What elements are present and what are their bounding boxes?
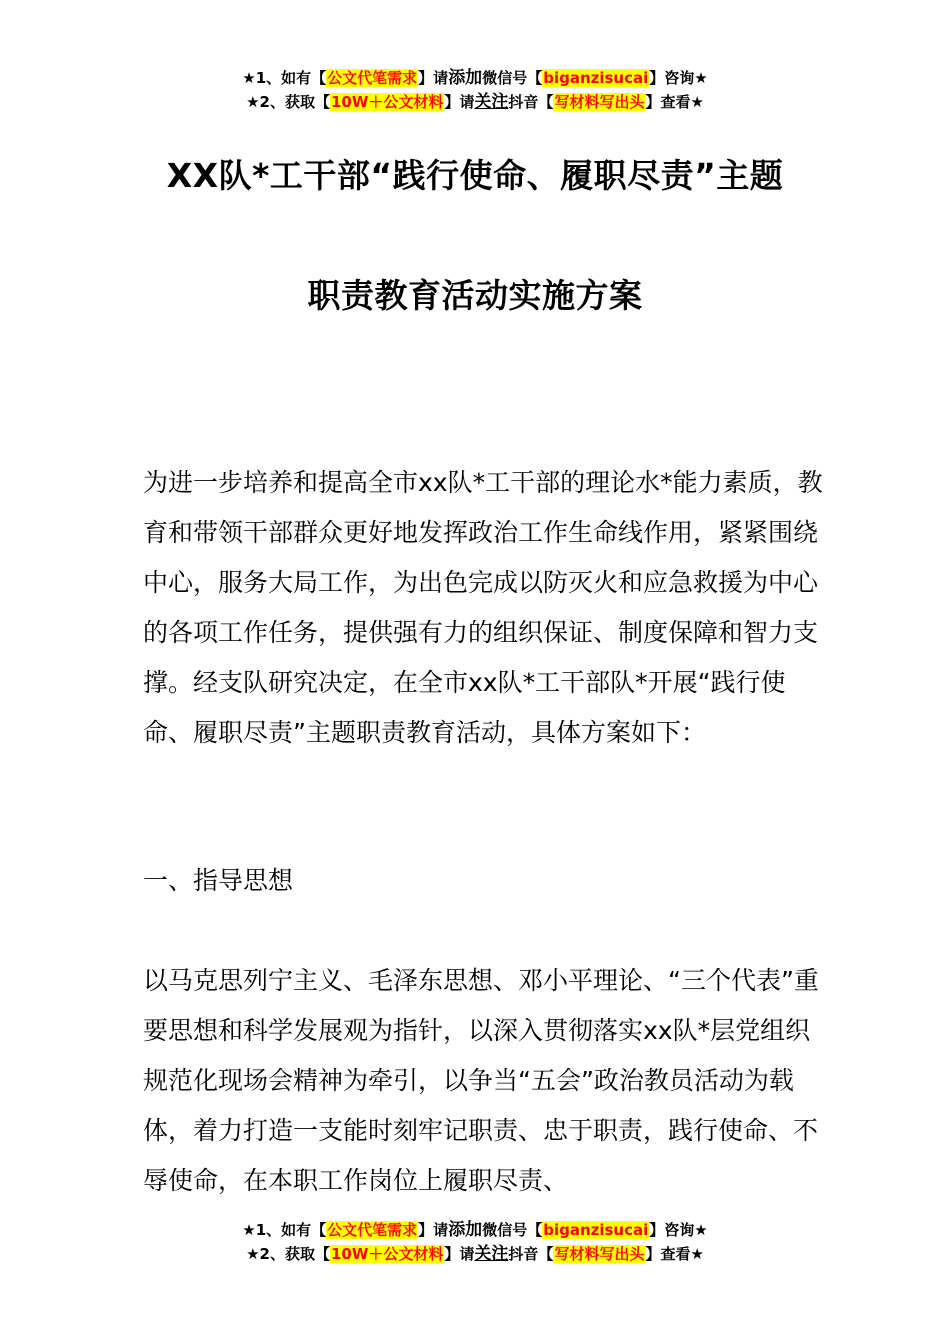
promo-line-1 [0, 66, 950, 90]
promo-highlight: 公文代笔需求 [327, 1221, 418, 1239]
promo-text: 】请 [418, 69, 449, 87]
promo-text: 】咨询★ [649, 69, 708, 87]
promo-text: 】请 [444, 93, 475, 111]
promo-highlight: 10W＋公文材料 [330, 1245, 444, 1263]
promo-text: ★1、如有【 [242, 69, 327, 87]
promo-emphasis: 关注 [474, 1244, 509, 1264]
promo-text: ★1、如有【 [242, 1221, 327, 1239]
promo-emphasis: 添加 [448, 68, 483, 88]
promo-line-2 [0, 90, 950, 114]
promo-text: ★2、获取【 [246, 1245, 330, 1263]
promo-text: 】咨询★ [649, 1221, 708, 1239]
promo-wechat-id: biganzisucai [543, 1221, 649, 1239]
promo-highlight: 公文代笔需求 [327, 69, 418, 87]
promo-text: 】请 [444, 1245, 475, 1263]
promo-text: ★2、获取【 [246, 93, 330, 111]
promo-line-2 [0, 1242, 950, 1266]
promo-douyin-id: 写材料写出头 [554, 1245, 645, 1263]
promo-text: 】请 [418, 1221, 449, 1239]
promo-text: 】查看★ [645, 93, 704, 111]
promo-banner-bottom [0, 1218, 950, 1266]
document-title-line-2: 职责教育活动实施方案 [307, 276, 643, 315]
promo-text: 抖音【 [508, 1245, 554, 1263]
promo-text: 微信号【 [482, 1221, 543, 1239]
promo-emphasis: 添加 [448, 1220, 483, 1240]
document-title-line-1: XX队*工干部“践行使命、履职尽责”主题 [166, 156, 784, 195]
promo-text: 微信号【 [482, 69, 543, 87]
promo-banner-top [0, 66, 950, 114]
intro-paragraph: 为进一步培养和提高全市xx队*工干部的理论水*能力素质，教育和带领干部群众更好地发挥政治工作生命线作用，紧紧围绕中心，服务大局工作，为出色完成以防灭火和应急救援为中心的各项工作任务，提供强有力的组织保证、制度保障和智力支撑。经支队研究决定，在全市xx队*工干部队*开展“践行使命、履职尽责”主题职责教育活动，具体方案如下： [143, 468, 823, 747]
promo-line-1 [0, 1218, 950, 1242]
promo-highlight: 10W＋公文材料 [330, 93, 444, 111]
section-heading: 一、指导思想 [143, 866, 294, 895]
promo-douyin-id: 写材料写出头 [554, 93, 645, 111]
promo-text: 抖音【 [508, 93, 554, 111]
promo-text: 】查看★ [645, 1245, 704, 1263]
section-paragraph: 以马克思列宁主义、毛泽东思想、邓小平理论、“三个代表”重要思想和科学发展观为指针，以深入贯彻落实xx队*层党组织规范化现场会精神为牵引，以争当“五会”政治教员活动为载体，着力打造一支能时刻牢记职责、忠于职责，践行使命、不辱使命，在本职工作岗位上履职尽责、 [143, 966, 819, 1195]
promo-wechat-id: biganzisucai [543, 69, 649, 87]
promo-emphasis: 关注 [474, 92, 509, 112]
